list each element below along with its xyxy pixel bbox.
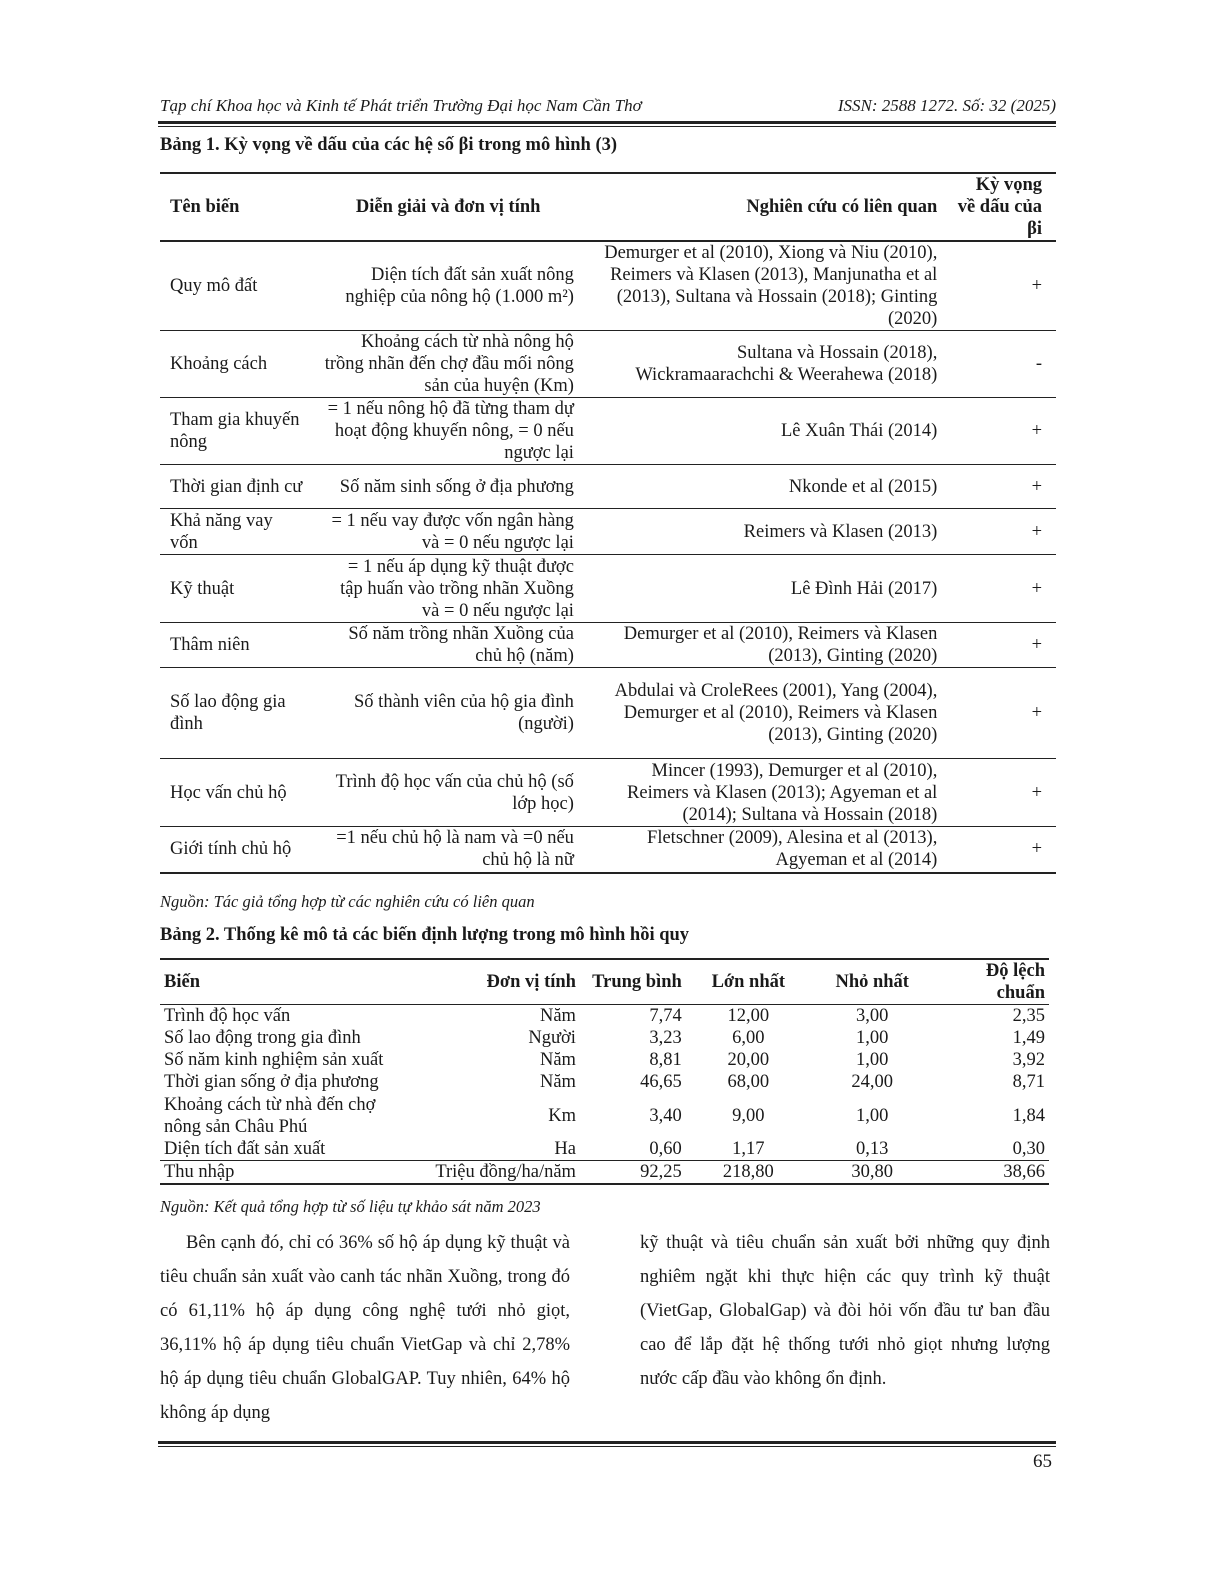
table2: [160, 958, 1049, 1185]
table2-cell-unit: Người: [528, 1028, 576, 1048]
table1-cell-ref: Fletschner (2009), Alesina et al (2013), Agyeman et al (2014): [647, 828, 938, 871]
table1: [160, 172, 1056, 874]
table1-cell-name: Tham gia khuyến nông: [170, 410, 300, 452]
table1-row: [160, 668, 1056, 759]
table2-cell-var: Khoảng cách từ nhà đến chợ nông sản Châu Phú: [164, 1094, 376, 1137]
table1-cell-sign: +: [1031, 635, 1042, 655]
table1-cell-sign: +: [1031, 521, 1042, 542]
table2-header-max: Lớn nhất: [711, 972, 786, 992]
table1-cell-ref: Mincer (1993), Demurger et al (2010), Reimers và Klasen (2013); Agyeman et al (2014); Sultana và Hossain (2018): [627, 760, 938, 825]
table2-cell-var: Số năm kinh nghiệm sản xuất: [164, 1050, 384, 1070]
table1-cell-desc: Khoảng cách từ nhà nông hộ trồng nhãn đến chợ đầu mối nông sản của huyện (Km): [324, 332, 574, 396]
table2-cell-mean: 0,60: [649, 1139, 682, 1159]
table2-cell-sd: 0,30: [1012, 1139, 1045, 1159]
table1-caption: Bảng 1. Kỳ vọng về dấu của các hệ số βi trong mô hình (3): [160, 135, 618, 155]
table2-cell-min: 1,00: [856, 1050, 889, 1070]
table1-cell-sign: +: [1031, 276, 1042, 296]
table1-cell-ref: Demurger et al (2010), Reimers và Klasen (2013), Ginting (2020): [623, 624, 938, 666]
table2-row: [160, 1005, 1049, 1028]
table1-cell-desc: Số năm trồng nhãn Xuồng của chủ hộ (năm): [348, 624, 574, 666]
table1-row: [160, 241, 1056, 331]
table2-cell-max: 68,00: [727, 1072, 770, 1092]
table2-caption: Bảng 2. Thống kê mô tả các biến định lượng trong mô hình hồi quy: [160, 925, 690, 945]
table2-row: [160, 1071, 1049, 1093]
table2-row: [160, 1093, 1049, 1138]
table1-cell-ref: Demurger et al (2010), Xiong và Niu (2010), Reimers và Klasen (2013), Manjunatha et al (2013), Sultana và Hossain (2018); Ginting (2020): [604, 243, 938, 329]
table2-cell-var: Diện tích đất sản xuất: [164, 1139, 326, 1159]
table2-cell-var: Thu nhập: [164, 1162, 235, 1182]
table2-cell-var: Số lao động trong gia đình: [164, 1028, 361, 1048]
table1-header-row: [160, 173, 1056, 241]
table2-cell-mean: 92,25: [640, 1162, 682, 1182]
table2-cell-min: 1,00: [856, 1105, 889, 1126]
table1-cell-ref: Abdulai và CroleRees (2001), Yang (2004), Demurger et al (2010), Reimers và Klasen (2013), Ginting (2020): [614, 681, 938, 745]
table2-cell-sd: 8,71: [1012, 1072, 1045, 1092]
table2-cell-sd: 3,92: [1012, 1050, 1045, 1070]
table1-cell-desc: Số thành viên của hộ gia đình (người): [354, 692, 574, 734]
table2-cell-min: 3,00: [856, 1006, 889, 1026]
table2-cell-mean: 8,81: [649, 1050, 682, 1070]
table2-cell-unit: Năm: [539, 1050, 576, 1070]
table1-cell-desc: = 1 nếu áp dụng kỹ thuật được tập huấn vào trồng nhãn Xuồng và = 0 nếu ngược lại: [340, 556, 574, 621]
table2-cell-var: Thời gian sống ở địa phương: [164, 1072, 379, 1092]
table2-cell-sd: 2,35: [1012, 1006, 1045, 1026]
table2-header-sd: Độ lệch chuẩn: [985, 961, 1045, 1003]
table2-cell-unit: Năm: [539, 1006, 576, 1026]
table2-cell-mean: 3,23: [649, 1028, 682, 1048]
table1-header-desc: Diễn giải và đơn vị tính: [355, 197, 541, 217]
table1-cell-ref: Lê Đình Hải (2017): [790, 578, 938, 599]
table1-header-name: Tên biến: [170, 197, 240, 217]
table1-cell-sign: +: [1031, 839, 1042, 860]
table1-cell-desc: Số năm sinh sống ở địa phương: [339, 476, 574, 497]
footer-rule: [158, 1441, 1056, 1447]
table2-cell-unit: Km: [548, 1105, 576, 1126]
header-rule: [158, 121, 1056, 127]
table2-header-mean: Trung bình: [592, 972, 682, 992]
table2-cell-max: 6,00: [732, 1028, 765, 1048]
table2-header-min: Nhỏ nhất: [835, 972, 909, 992]
table1-row: [160, 398, 1056, 465]
table2-cell-sd: 1,49: [1012, 1028, 1045, 1048]
table2-cell-sd: 38,66: [1003, 1162, 1045, 1182]
table1-cell-ref: Reimers và Klasen (2013): [743, 521, 938, 542]
table1-cell-desc: Diện tích đất sản xuất nông nghiệp của nông hộ (1.000 m²): [345, 265, 574, 307]
table1-row: [160, 623, 1056, 668]
table1-source: Nguồn: Tác giả tổng hợp từ các nghiên cứu có liên quan: [160, 892, 535, 911]
table1-cell-desc: = 1 nếu nông hộ đã từng tham dự hoạt động khuyến nông, = 0 nếu ngược lại: [327, 399, 574, 463]
table2-cell-var: Trình độ học vấn: [164, 1006, 291, 1026]
table2-cell-max: 12,00: [727, 1006, 770, 1026]
table2-row: [160, 1138, 1049, 1161]
table1-cell-desc: =1 nếu chủ hộ là nam và =0 nếu chủ hộ là nữ: [336, 828, 574, 871]
table1-cell-name: Thâm niên: [170, 635, 250, 655]
table2-header-unit: Đơn vị tính: [486, 972, 576, 992]
table2-cell-min: 30,80: [851, 1162, 894, 1182]
table2-cell-min: 0,13: [856, 1139, 889, 1159]
table2-cell-unit: Năm: [539, 1072, 576, 1092]
table1-header-ref: Nghiên cứu có liên quan: [746, 197, 938, 217]
body-column-right: [640, 1226, 1050, 1396]
table2-header-row: [160, 959, 1049, 1005]
table2-cell-max: 20,00: [727, 1050, 770, 1070]
issn-label: ISSN: 2588 1272. Số: 32 (2025): [837, 96, 1056, 115]
table2-cell-unit: Triệu đồng/ha/năm: [435, 1162, 576, 1182]
table1-cell-ref: Nkonde et al (2015): [788, 476, 938, 497]
table1-cell-desc: Trình độ học vấn của chủ hộ (số lớp học): [335, 771, 574, 814]
table2-cell-min: 24,00: [851, 1072, 894, 1092]
table2-cell-max: 1,17: [732, 1139, 765, 1159]
table1-cell-name: Số lao động gia đình: [170, 692, 286, 734]
running-header: [160, 96, 1056, 122]
table2-source: Nguồn: Kết quả tổng hợp từ số liệu tự khảo sát năm 2023: [160, 1197, 541, 1216]
table1-cell-name: Kỹ thuật: [170, 578, 235, 599]
body-column-left: [160, 1226, 570, 1430]
table2-cell-max: 9,00: [732, 1105, 765, 1126]
table1-cell-ref: Sultana và Hossain (2018), Wickramaarachchi & Weerahewa (2018): [635, 343, 938, 385]
table1-cell-name: Giới tính chủ hộ: [170, 839, 292, 860]
table2-cell-sd: 1,84: [1012, 1105, 1045, 1126]
table2-row: [160, 1027, 1049, 1049]
table1-cell-sign: +: [1031, 782, 1042, 803]
table1-cell-sign: +: [1031, 421, 1042, 441]
table1-row: [160, 465, 1056, 509]
table1-cell-name: Khả năng vay vốn: [170, 510, 273, 553]
table2-header-var: Biến: [164, 972, 200, 992]
table1-cell-name: Quy mô đất: [170, 276, 258, 296]
table1-row: [160, 827, 1056, 873]
table1-cell-name: Học vấn chủ hộ: [170, 782, 287, 803]
table2-cell-mean: 46,65: [640, 1072, 682, 1092]
table2-cell-unit: Ha: [554, 1139, 576, 1159]
body-paragraph-left: Bên cạnh đó, chỉ có 36% số hộ áp dụng kỹ thuật và tiêu chuẩn sản xuất vào canh tác nhãn Xuồng, trong đó có 61,11% hộ áp dụng công nghệ tưới nhỏ giọt, 36,11% hộ áp dụng tiêu chuẩn VietGap và chỉ 2,78% hộ áp dụng tiêu chuẩn GlobalGAP. Tuy nhiên, 64% hộ không áp dụng: [160, 1233, 570, 1423]
table1-cell-name: Khoảng cách: [170, 354, 268, 374]
table1-cell-name: Thời gian định cư: [170, 476, 303, 497]
table1-cell-sign: +: [1031, 703, 1042, 723]
body-paragraph-right: kỹ thuật và tiêu chuẩn sản xuất bởi những quy định nghiêm ngặt khi thực hiện các quy trình kỹ thuật (VietGap, GlobalGap) và đòi hỏi vốn đầu tư ban đầu cao để lắp đặt hệ thống tưới nhỏ giọt nhưng lượng nước cấp đầu vào không ổn định.: [640, 1233, 1050, 1389]
table2-cell-min: 1,00: [856, 1028, 889, 1048]
table1-cell-sign: +: [1031, 476, 1042, 497]
table1-row: [160, 331, 1056, 398]
table2-cell-max: 218,80: [722, 1162, 774, 1182]
table1-row: [160, 555, 1056, 623]
table1-cell-desc: = 1 nếu vay được vốn ngân hàng và = 0 nếu ngược lại: [331, 510, 574, 553]
table1-cell-sign: -: [1035, 354, 1042, 374]
table1-row: [160, 509, 1056, 555]
table1-header-sign: Kỳ vọng về dấu của βi: [957, 175, 1042, 239]
table1-cell-ref: Lê Xuân Thái (2014): [780, 421, 938, 441]
table1-cell-sign: +: [1031, 578, 1042, 599]
table2-row: [160, 1049, 1049, 1071]
journal-title: Tạp chí Khoa học và Kinh tế Phát triển Trường Đại học Nam Cần Thơ: [160, 96, 642, 115]
page-number: 65: [1033, 1451, 1052, 1472]
table1-row: [160, 759, 1056, 827]
table2-cell-mean: 3,40: [649, 1105, 682, 1126]
table2-cell-mean: 7,74: [649, 1006, 682, 1026]
table2-row: [160, 1161, 1049, 1185]
